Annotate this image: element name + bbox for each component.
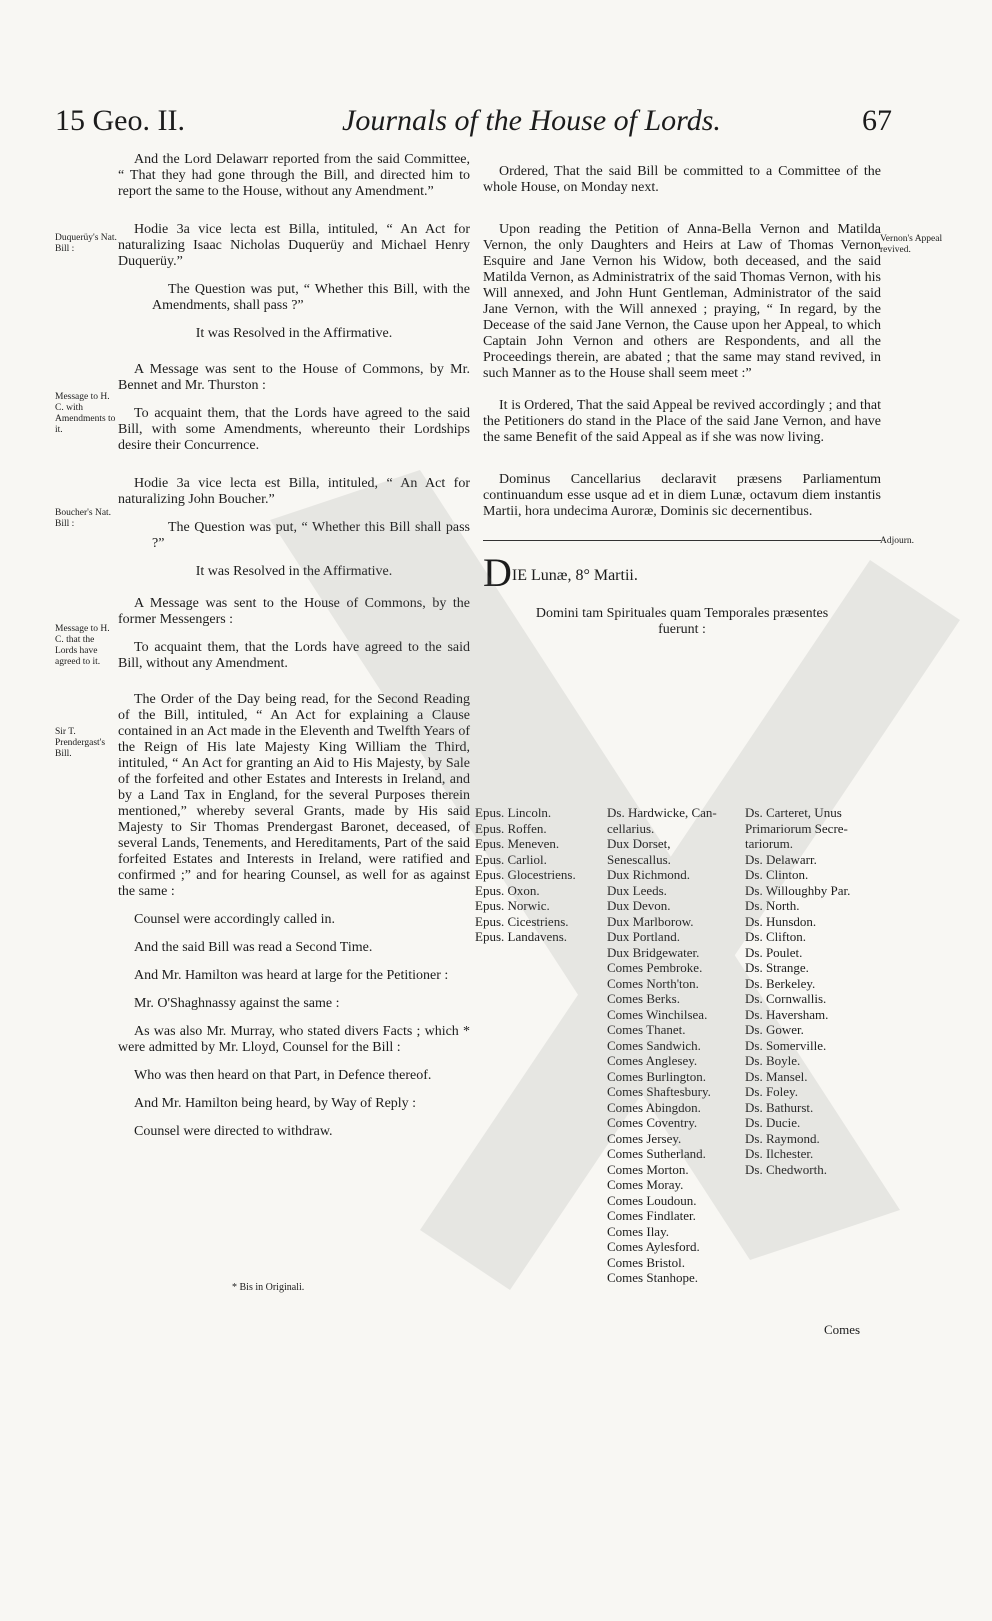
lord-entry: Comes Shaftesbury.: [607, 1084, 711, 1099]
lord-entry: Ds. Bathurst.: [745, 1099, 814, 1115]
lord-entry: Epus. Landavens.: [475, 929, 568, 944]
lord-entry: Dux Dorset,: [607, 836, 671, 851]
lord-entry: Comes Sutherland.: [607, 1146, 706, 1161]
lord-entry: Comes Moray.: [607, 1177, 684, 1192]
paragraph: Counsel were accordingly called in.: [134, 912, 335, 927]
header-regnal-year: 15 Geo. II.: [55, 104, 185, 137]
lord-entry: Ds. Somerville.: [745, 1037, 827, 1053]
paragraph: Mr. O'Shaghnassy against the same :: [134, 996, 340, 1011]
attendance-heading: Domini tam Spirituales quam Temporales præsentes fuerunt :: [535, 606, 829, 637]
lord-entry: Dux Portland.: [607, 929, 680, 944]
paragraph: To acquaint them, that the Lords have agreed to the said Bill, without any Amendment.: [118, 640, 470, 671]
footnote: * Bis in Originali.: [232, 1282, 305, 1293]
paragraph: To acquaint them, that the Lords have agreed to the said Bill, with some Amendments, whereunto their Lordships desire their Concurrence.: [118, 406, 470, 453]
paragraph: And Mr. Hamilton being heard, by Way of Reply :: [134, 1096, 417, 1111]
lord-entry: Ds. Gower.: [745, 1022, 804, 1037]
lord-entry: Comes Ilay.: [607, 1223, 669, 1239]
lord-entry: Comes Bristol.: [607, 1254, 686, 1270]
paragraph: Ordered, That the said Bill be committed to a Committee of the whole House, on Monday next.: [483, 164, 881, 195]
lord-entry: Ds. Hardwicke, Can-: [607, 805, 717, 820]
lord-entry: Epus. Lincoln.: [475, 805, 552, 820]
lords-list-dukes-earls: [607, 805, 717, 1286]
lord-entry: Ds. Poulet.: [745, 944, 803, 960]
margin-note-boucher: Boucher's Nat. Bill :: [55, 508, 112, 529]
paragraph: And the Lord Delawarr reported from the said Committee, “ That they had gone through the Bill, and directed him to report the same to the House, without any Amendment.”: [118, 152, 470, 199]
lord-entry: Comes Jersey.: [607, 1130, 682, 1146]
lord-entry: Comes Sandwich.: [607, 1037, 701, 1053]
lord-entry: cellarius.: [607, 820, 655, 836]
lord-entry: Comes North'ton.: [607, 975, 699, 991]
lord-entry: Ds. Berkeley.: [745, 975, 816, 991]
paragraph: The Question was put, “ Whether this Bill, with the Amendments, shall pass ?”: [152, 282, 470, 313]
lord-entry: Epus. Meneven.: [475, 836, 560, 851]
paragraph: And Mr. Hamilton was heard at large for the Petitioner :: [134, 968, 449, 983]
lord-entry: Ds. Chedworth.: [745, 1161, 827, 1177]
paragraph: The Order of the Day being read, for the Second Reading of the Bill, intituled, “ An Act for explaining a Clause contained in an Act made in the Eleventh and Twelfth Years of the Reign of His late Majesty King William the Third, intituled, “ An Act for granting an Aid to His Majesty, by Sale of the forfeited and other Estates and Interests in Ireland, and by a Land Tax in England, for the several Purposes therein mentioned,” whereby several Grants, made by His said Majesty to Sir Thomas Prendergast Baronet, deceased, of several Lands, Tenements, and Hereditaments, Part of the said forfeited Estates and Interests in Ireland, were ratified and confirmed ;” and for hearing Counsel, as well for as against the same :: [118, 692, 470, 899]
paragraph: It is Ordered, That the said Appeal be revived accordingly ; and that the Petitioners do stand in the Place of the said Jane Vernon, and have the same Benefit of the said Appeal as if she was now living.: [483, 398, 881, 445]
margin-note-adjourn: Adjourn.: [880, 536, 915, 546]
lord-entry: Dux Bridgewater.: [607, 944, 700, 960]
sitting-heading: [483, 550, 881, 595]
margin-note-message-amendments: Message to H. C. with Amendments to it.: [55, 392, 116, 435]
header-title: Journals of the House of Lords.: [342, 104, 721, 137]
lord-entry: Comes Findlater.: [607, 1208, 696, 1223]
lord-entry: Comes Thanet.: [607, 1022, 686, 1037]
paragraph: Counsel were directed to withdraw.: [134, 1124, 333, 1139]
lord-entry: Comes Abingdon.: [607, 1099, 701, 1115]
lord-entry: Ds. Delawarr.: [745, 851, 817, 867]
paragraph: Upon reading the Petition of Anna-Bella Vernon and Matilda Vernon, the only Daughters and Heirs at Law of Thomas Vernon Esquire and Jane Vernon his Widow, both deceased, and the said Matilda Vernon, as Administratrix of the said Thomas Vernon, with his Will annexed, and John Hunt Gentleman, Administrator of the said Jane Vernon, with the Will annexed ; praying, “ In regard, by the Decease of the said Jane Vernon, the Cause upon her Appeal, to which Captain John Vernon and others are Respondents, and all the Proceedings therein, are abated ; that the same may stand revived, in such Manner as to the House shall seem meet :”: [483, 222, 881, 381]
lord-entry: Ds. Cornwallis.: [745, 991, 827, 1006]
paragraph: Who was then heard on that Part, in Defence thereof.: [134, 1068, 432, 1083]
lord-entry: Comes Anglesey.: [607, 1053, 698, 1068]
lord-entry: Epus. Glocestriens.: [475, 867, 576, 882]
lord-entry: Ds. Boyle.: [745, 1053, 801, 1068]
lord-entry: Ds. Foley.: [745, 1084, 798, 1099]
lords-list-bishops: [475, 805, 576, 945]
margin-note-prendergast: Sir T. Prendergast's Bill.: [55, 727, 106, 759]
sitting-date: IE Lunæ, 8° Martii.: [511, 567, 638, 584]
lord-entry: Comes Coventry.: [607, 1115, 698, 1130]
lord-entry: Ds. Clifton.: [745, 929, 807, 944]
paragraph: A Message was sent to the House of Commons, by Mr. Bennet and Mr. Thurston :: [118, 362, 470, 393]
paragraph: It was Resolved in the Affirmative.: [195, 564, 393, 579]
lord-entry: Ds. North.: [745, 898, 800, 913]
left-column: [118, 152, 470, 1152]
lord-entry: Epus. Norwic.: [475, 898, 550, 913]
lord-entry: Senescallus.: [607, 851, 671, 867]
drop-cap: D: [483, 550, 512, 595]
lord-entry: Ds. Mansel.: [745, 1068, 808, 1084]
margin-note-vernon: Vernon's Appeal revived.: [880, 234, 943, 255]
lords-list-barons: [745, 805, 850, 1177]
lord-entry: Ds. Clinton.: [745, 867, 809, 882]
paragraph: And the said Bill was read a Second Time.: [134, 940, 373, 955]
lord-entry: Ds. Carteret, Unus: [745, 805, 842, 820]
header-page-number: 67: [862, 104, 892, 137]
paragraph: It was Resolved in the Affirmative.: [195, 326, 393, 341]
section-divider: [483, 540, 881, 541]
lord-entry: Ds. Ducie.: [745, 1115, 801, 1130]
lord-entry: tariorum.: [745, 836, 794, 851]
paragraph: The Question was put, “ Whether this Bill shall pass ?”: [152, 520, 470, 551]
lord-entry: Dux Devon.: [607, 898, 671, 913]
lord-entry: Comes Stanhope.: [607, 1270, 698, 1285]
lord-entry: Comes Aylesford.: [607, 1239, 700, 1254]
margin-note-message-agreed: Message to H. C. that the Lords have agreed to it.: [55, 624, 110, 667]
lord-entry: Epus. Roffen.: [475, 820, 547, 836]
lord-entry: Comes Berks.: [607, 991, 680, 1006]
lord-entry: Dux Marlborow.: [607, 913, 694, 929]
lord-entry: Comes Winchilsea.: [607, 1006, 708, 1022]
paragraph: As was also Mr. Murray, who stated divers Facts ; which * were admitted by Mr. Lloyd, Counsel for the Bill :: [118, 1024, 470, 1055]
lord-entry: Ds. Raymond.: [745, 1130, 820, 1146]
lord-entry: Dux Richmond.: [607, 867, 691, 882]
paragraph: Hodie 3a vice lecta est Billa, intituled, “ An Act for naturalizing John Boucher.”: [118, 476, 470, 507]
lord-entry: Ds. Hunsdon.: [745, 913, 817, 929]
lord-entry: Comes Loudoun.: [607, 1192, 697, 1208]
margin-note-duqueruy: Duquerüy's Nat. Bill :: [55, 233, 117, 254]
lord-entry: Comes Morton.: [607, 1161, 689, 1177]
lord-entry: Epus. Cicestriens.: [475, 913, 569, 929]
lord-entry: Dux Leeds.: [607, 882, 667, 898]
lord-entry: Epus. Oxon.: [475, 882, 540, 898]
lord-entry: Comes Pembroke.: [607, 960, 703, 975]
lord-entry: Comes Burlington.: [607, 1068, 706, 1084]
paragraph: Hodie 3a vice lecta est Billa, intituled, “ An Act for naturalizing Isaac Nicholas Duquerüy and Michael Henry Duquerüy.”: [118, 222, 470, 269]
lord-entry: Ds. Strange.: [745, 960, 809, 975]
paragraph: Dominus Cancellarius declaravit præsens Parliamentum continuandum esse usque ad et in diem Lunæ, octavum diem instantis Martii, hora undecima Auroræ, Dominis sic decernentibus.: [483, 472, 881, 519]
catchword: Comes: [824, 1322, 861, 1337]
lord-entry: Primariorum Secre-: [745, 820, 848, 836]
paragraph: A Message was sent to the House of Commons, by the former Messengers :: [118, 596, 470, 627]
lord-entry: Ds. Willoughby Par.: [745, 882, 851, 898]
lord-entry: Ds. Haversham.: [745, 1006, 829, 1022]
lord-entry: Ds. Ilchester.: [745, 1146, 814, 1161]
right-column: [483, 164, 881, 650]
lord-entry: Epus. Carliol.: [475, 851, 547, 867]
